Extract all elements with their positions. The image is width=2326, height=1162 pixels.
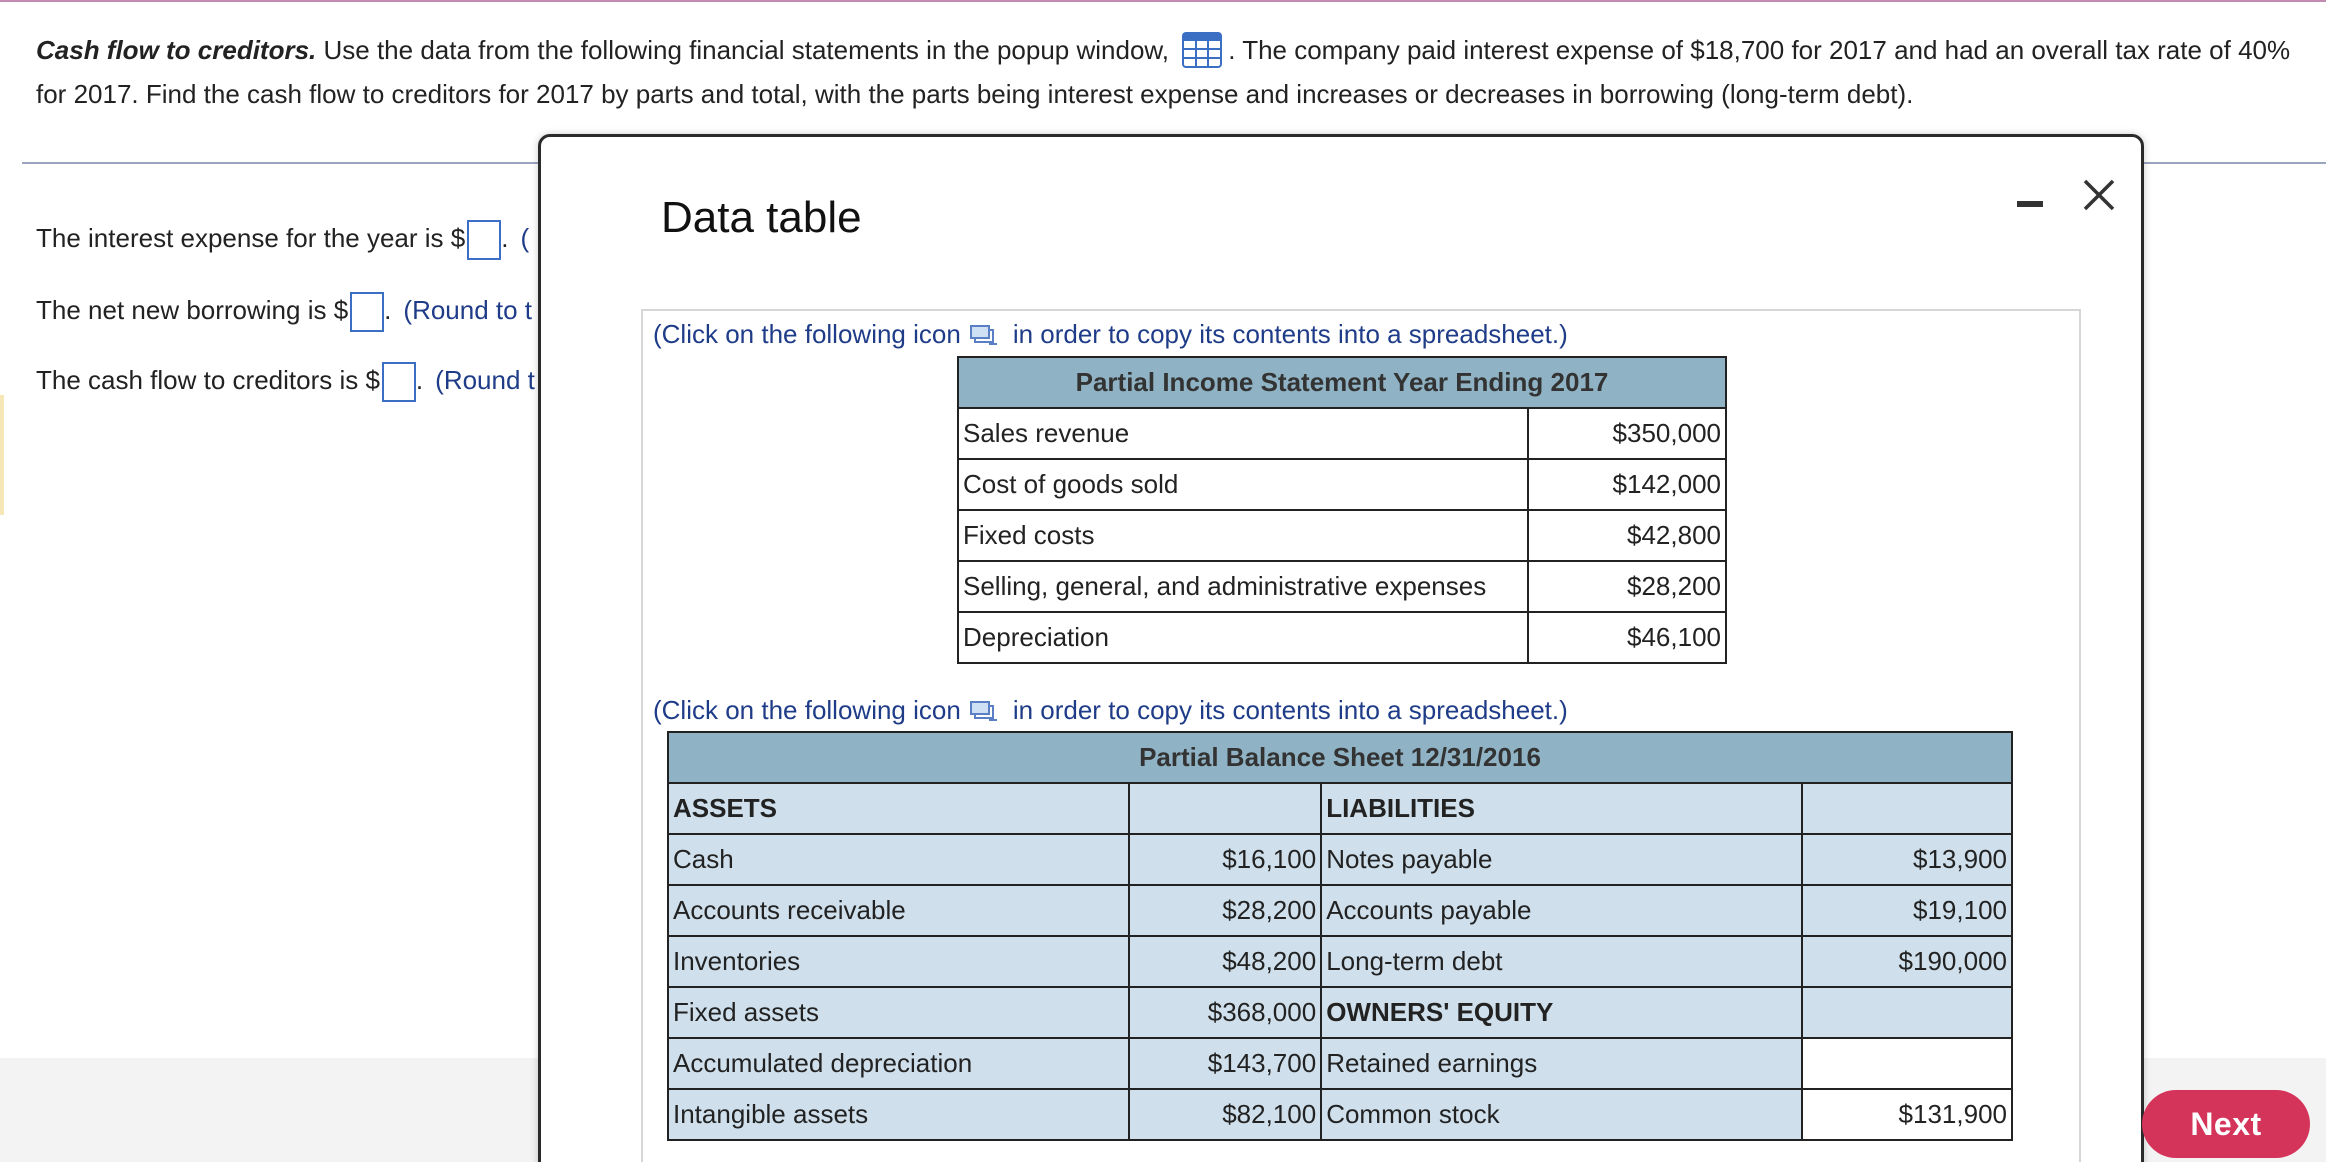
asset-value: $16,100 — [1129, 834, 1321, 885]
asset-value: $368,000 — [1129, 987, 1321, 1038]
copy-hint-text: in order to copy its contents into a spreadsheet.) — [1012, 319, 1568, 349]
answer-label: The interest expense for the year is $ — [36, 222, 466, 253]
asset-label: Accumulated depreciation — [668, 1038, 1129, 1089]
income-statement-table — [957, 356, 1727, 664]
table-row — [668, 987, 2012, 1038]
copy-hint-income — [653, 319, 1568, 350]
table-row — [668, 936, 2012, 987]
table-row — [958, 459, 1726, 510]
copy-hint-text: (Click on the following icon — [653, 319, 961, 349]
table-row — [668, 783, 2012, 834]
popup-title: Data table — [661, 193, 862, 242]
answer-hint: (Round to t — [403, 294, 533, 325]
empty-cell — [1129, 783, 1321, 834]
question-text — [36, 28, 2296, 116]
copy-hint-text: in order to copy its contents into a spreadsheet.) — [1012, 695, 1568, 725]
copy-spreadsheet-icon[interactable] — [967, 700, 999, 724]
owners-equity-header: OWNERS' EQUITY — [1321, 987, 1802, 1038]
row-value: $28,200 — [1528, 561, 1726, 612]
liability-value: $19,100 — [1802, 885, 2012, 936]
close-icon[interactable] — [2079, 175, 2119, 215]
table-row — [958, 408, 1726, 459]
asset-label: Inventories — [668, 936, 1129, 987]
row-label: Fixed costs — [958, 510, 1528, 561]
answer-label: The cash flow to creditors is $ — [36, 364, 380, 395]
net-new-borrowing-input[interactable] — [350, 292, 384, 332]
row-label: Cost of goods sold — [958, 459, 1528, 510]
answer-suffix: . — [415, 364, 424, 395]
balance-sheet-table — [667, 731, 2013, 1141]
liability-value — [1802, 1038, 2012, 1089]
minimize-icon[interactable] — [2015, 189, 2045, 219]
liability-label: Long-term debt — [1321, 936, 1802, 987]
row-label: Selling, general, and administrative expenses — [958, 561, 1528, 612]
asset-value: $28,200 — [1129, 885, 1321, 936]
liability-value: $190,000 — [1802, 936, 2012, 987]
question-text-part2: . The company paid interest expense of $18,700 for 2017 and had an overall tax rate of 40% for 2017. Find the cash flow to creditors for 2017 by parts and total, with the parts being interest expense and increases or decreases in borrowing (long-term debt). — [36, 35, 2291, 109]
table-row — [668, 1089, 2012, 1140]
answer-suffix: . — [384, 294, 392, 325]
interest-expense-input[interactable] — [467, 220, 501, 260]
row-label: Depreciation — [958, 612, 1528, 663]
next-button[interactable]: Next — [2142, 1090, 2310, 1158]
question-title: Cash flow to creditors. — [36, 35, 317, 65]
data-table-popup — [538, 134, 2144, 1162]
row-label: Sales revenue — [958, 408, 1528, 459]
liabilities-header: LIABILITIES — [1321, 783, 1802, 834]
income-statement-title: Partial Income Statement Year Ending 2017 — [958, 357, 1726, 408]
liability-value: $131,900 — [1802, 1089, 2012, 1140]
row-value: $350,000 — [1528, 408, 1726, 459]
answer-suffix: . — [501, 222, 509, 253]
copy-hint-balance — [653, 695, 1568, 726]
answer-hint: ( — [520, 222, 530, 253]
table-row — [668, 834, 2012, 885]
assets-header: ASSETS — [668, 783, 1129, 834]
question-text-part1: Use the data from the following financial statements in the popup window, — [316, 35, 1177, 65]
table-row — [958, 612, 1726, 663]
cash-flow-to-creditors-input[interactable] — [382, 362, 416, 402]
asset-label: Cash — [668, 834, 1129, 885]
table-row — [958, 561, 1726, 612]
top-accent-bar — [0, 0, 2326, 2]
liability-label: Notes payable — [1321, 834, 1802, 885]
liability-label: Retained earnings — [1321, 1038, 1802, 1089]
copy-spreadsheet-icon[interactable] — [967, 324, 999, 348]
data-table-content — [641, 309, 2081, 1162]
asset-value: $48,200 — [1129, 936, 1321, 987]
row-value: $46,100 — [1528, 612, 1726, 663]
left-accent-strip — [0, 395, 4, 515]
table-row — [668, 1038, 2012, 1089]
asset-value: $82,100 — [1129, 1089, 1321, 1140]
liability-value: $13,900 — [1802, 834, 2012, 885]
asset-value: $143,700 — [1129, 1038, 1321, 1089]
row-value: $42,800 — [1528, 510, 1726, 561]
answer-interest-expense — [36, 220, 529, 260]
asset-label: Intangible assets — [668, 1089, 1129, 1140]
row-value: $142,000 — [1528, 459, 1726, 510]
table-row — [958, 510, 1726, 561]
copy-hint-text: (Click on the following icon — [653, 695, 961, 725]
asset-label: Accounts receivable — [668, 885, 1129, 936]
balance-sheet-title: Partial Balance Sheet 12/31/2016 — [668, 732, 2012, 783]
empty-cell — [1802, 783, 2012, 834]
data-table-icon[interactable] — [1182, 32, 1222, 68]
answer-hint: (Round t — [435, 364, 535, 395]
liability-label: Common stock — [1321, 1089, 1802, 1140]
asset-label: Fixed assets — [668, 987, 1129, 1038]
answer-net-new-borrowing — [36, 292, 532, 332]
answer-cash-flow-to-creditors — [36, 362, 535, 402]
answer-label: The net new borrowing is $ — [36, 294, 349, 325]
liability-label: Accounts payable — [1321, 885, 1802, 936]
table-row — [668, 885, 2012, 936]
liability-value — [1802, 987, 2012, 1038]
